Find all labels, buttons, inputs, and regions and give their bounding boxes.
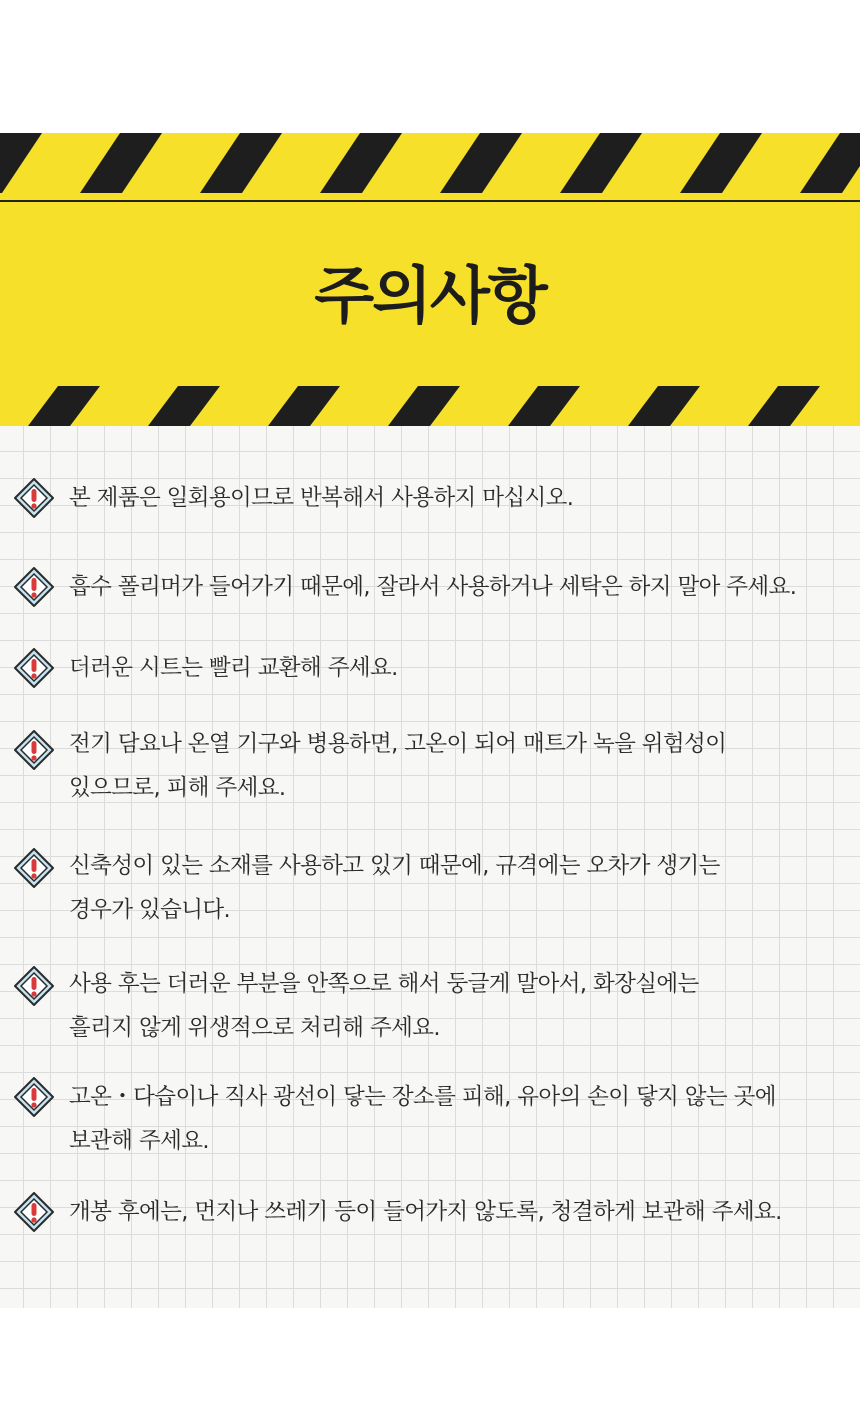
notice-line: 전기 담요나 온열 기구와 병용하면, 고온이 되어 매트가 녹을 위험성이: [69, 731, 727, 757]
hazard-stripes-top: [0, 133, 860, 193]
warning-diamond-icon: [14, 848, 54, 888]
warning-diamond-icon: [14, 730, 54, 770]
notice-line: 있으므로, 피해 주세요.: [69, 775, 286, 801]
warning-diamond-icon: [14, 567, 54, 607]
notice-list: [0, 426, 860, 1308]
notice-line: 더러운 시트는 빨리 교환해 주세요.: [69, 655, 398, 681]
notice-line: 사용 후는 더러운 부분을 안쪽으로 해서 둥글게 말아서, 화장실에는: [69, 971, 699, 997]
notice-line: 경우가 있습니다.: [69, 897, 231, 923]
caution-banner: [0, 133, 860, 426]
warning-diamond-icon: [14, 1077, 54, 1117]
notice-line: 보관해 주세요.: [69, 1128, 209, 1154]
warning-diamond-icon: [14, 648, 54, 688]
band-line-top: [0, 200, 860, 202]
notice-line: 흘리지 않게 위생적으로 처리해 주세요.: [69, 1015, 440, 1041]
hazard-stripes-bottom: [0, 378, 860, 426]
notice-line: 본 제품은 일회용이므로 반복해서 사용하지 마십시오.: [69, 485, 574, 511]
notice-line: 흡수 폴리머가 들어가기 때문에, 잘라서 사용하거나 세탁은 하지 말아 주세요.: [69, 574, 797, 600]
notice-line: 신축성이 있는 소재를 사용하고 있기 때문에, 규격에는 오차가 생기는: [69, 853, 720, 879]
warning-diamond-icon: [14, 478, 54, 518]
warning-diamond-icon: [14, 1192, 54, 1232]
notice-line: 개봉 후에는, 먼지나 쓰레기 등이 들어가지 않도록, 청결하게 보관해 주세요.: [69, 1199, 782, 1225]
warning-diamond-icon: [14, 966, 54, 1006]
page-title: 주의사항: [314, 259, 546, 332]
notice-line: 고온・다습이나 직사 광선이 닿는 장소를 피해, 유아의 손이 닿지 않는 곳에: [69, 1084, 776, 1110]
